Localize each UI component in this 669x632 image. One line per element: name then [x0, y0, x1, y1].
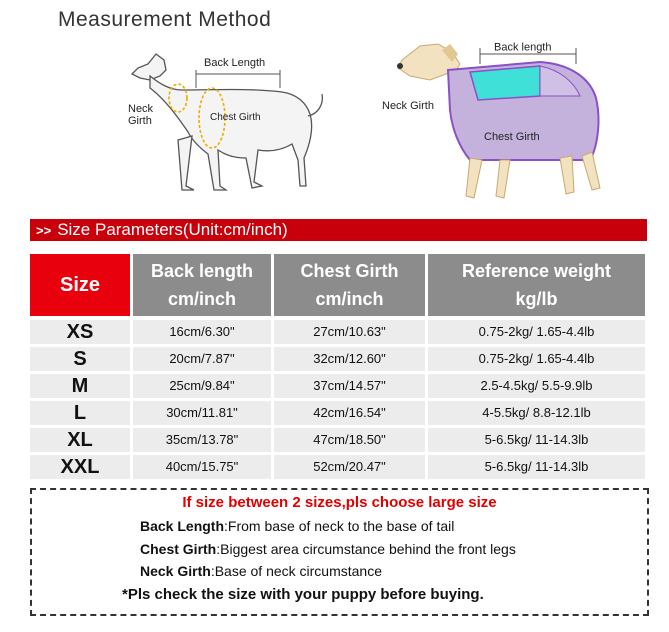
header-back-length	[133, 254, 271, 316]
table-row	[30, 374, 647, 398]
back-length-label-right: Back length	[494, 41, 552, 54]
header-chest-line1: Chest Girth	[300, 261, 399, 281]
table-row	[30, 401, 647, 425]
weight-cell: 4-5.5kg/ 8.8-12.1lb	[482, 405, 591, 420]
note-chest-girth	[140, 541, 516, 557]
back-cell: 35cm/13.78"	[165, 432, 239, 447]
size-parameters-banner	[30, 219, 647, 241]
notes-box	[30, 488, 649, 616]
header-chest-girth	[274, 254, 425, 316]
measurement-diagram	[0, 40, 669, 210]
note-back-label: Back Length	[140, 518, 225, 534]
back-cell: 16cm/6.30"	[169, 324, 235, 339]
chest-cell: 42cm/16.54"	[313, 405, 386, 420]
back-length-label: Back Length	[204, 57, 266, 69]
weight-cell: 0.75-2kg/ 1.65-4.4lb	[478, 324, 595, 339]
back-cell: 20cm/7.87"	[169, 351, 235, 366]
size-cell: L	[73, 402, 87, 424]
header-size: Size	[30, 254, 130, 316]
table-row	[30, 347, 647, 371]
table-row	[30, 455, 647, 479]
chest-cell: 37cm/14.57"	[313, 378, 386, 393]
header-chest-line2: cm/inch	[315, 289, 384, 309]
chevron-right-icon: >>	[36, 223, 52, 238]
note-chest-label: Chest Girth	[140, 541, 217, 557]
size-cell: M	[71, 375, 89, 397]
size-cell: S	[73, 348, 87, 370]
weight-cell: 5-6.5kg/ 11-14.3lb	[484, 432, 589, 447]
chest-cell: 47cm/18.50"	[313, 432, 386, 447]
banner-text: Size Parameters(Unit:cm/inch)	[57, 220, 288, 239]
note-neck-label: Neck Girth	[140, 563, 211, 579]
back-cell: 30cm/11.81"	[166, 405, 238, 420]
note-neck-girth	[140, 563, 382, 579]
chest-cell: 32cm/12.60"	[313, 351, 386, 366]
neck-girth-label-right: Neck Girth	[382, 100, 434, 112]
chest-cell: 52cm/20.47"	[313, 459, 386, 474]
page-title: Measurement Method	[58, 8, 272, 31]
header-reference-weight	[428, 254, 645, 316]
header-weight-line2: kg/lb	[515, 289, 558, 309]
header-weight-line1: Reference weight	[461, 261, 612, 281]
back-cell: 40cm/15.75"	[165, 459, 239, 474]
note-back-length	[140, 518, 454, 534]
size-cell: XL	[67, 429, 93, 451]
neck-label-line1: Neck	[128, 103, 154, 115]
size-cell: XS	[66, 321, 94, 343]
table-row	[30, 428, 647, 452]
note-back-text: :From base of neck to the base of tail	[224, 518, 455, 534]
weight-cell: 5-6.5kg/ 11-14.3lb	[484, 459, 589, 474]
dog-coat-icon	[397, 41, 600, 198]
chest-girth-label: Chest Girth	[210, 112, 261, 123]
back-cell: 25cm/9.84"	[169, 378, 235, 393]
table-row	[30, 320, 647, 344]
neck-label-line2: Girth	[128, 115, 152, 127]
chest-girth-label-right: Chest Girth	[484, 131, 540, 143]
weight-cell: 0.75-2kg/ 1.65-4.4lb	[478, 351, 595, 366]
header-back-line1: Back length	[150, 261, 254, 281]
size-tip: If size between 2 sizes,pls choose large size	[182, 494, 497, 511]
note-neck-text: :Base of neck circumstance	[210, 563, 382, 579]
header-back-line2: cm/inch	[167, 289, 237, 309]
note-chest-text: :Biggest area circumstance behind the front legs	[216, 541, 516, 557]
size-cell: XXL	[60, 456, 100, 478]
chest-cell: 27cm/10.63"	[313, 324, 386, 339]
footer-note: *Pls check the size with your puppy before buying.	[122, 586, 484, 603]
weight-cell: 2.5-4.5kg/ 5.5-9.9lb	[480, 378, 593, 393]
